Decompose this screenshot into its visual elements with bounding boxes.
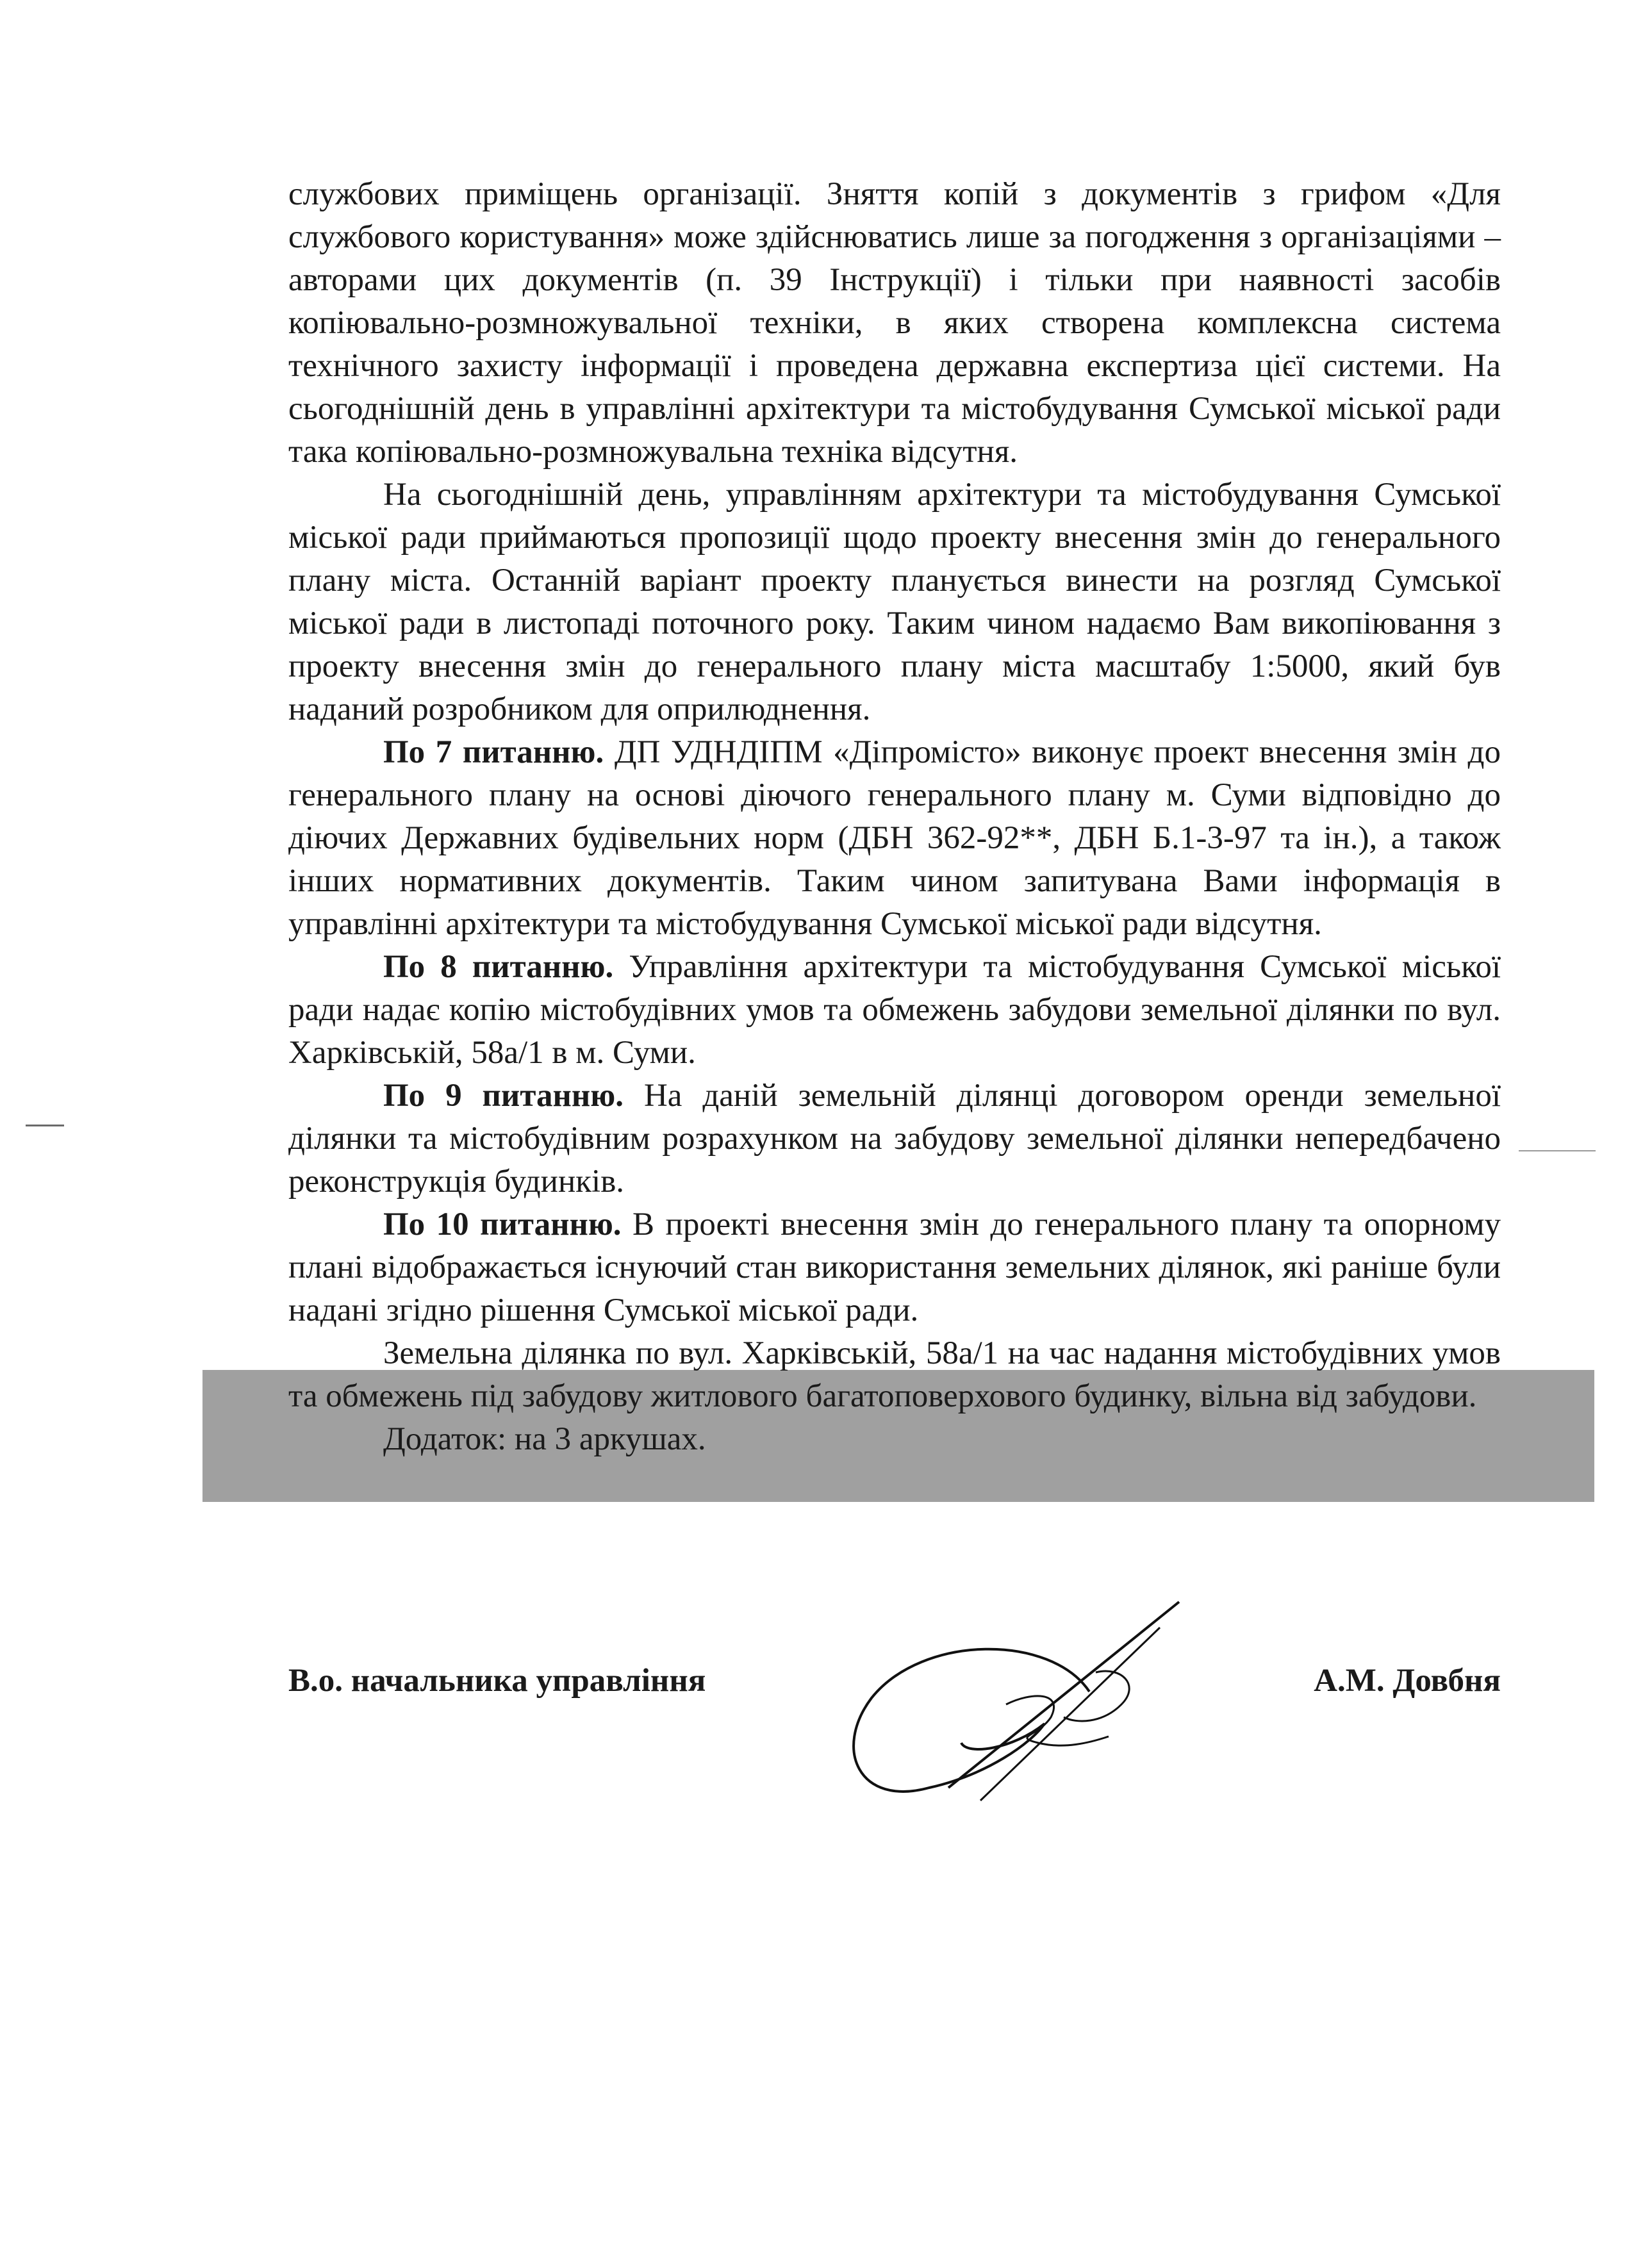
handwritten-signature bbox=[820, 1595, 1230, 1813]
paragraph-text: Управління архітектури та містобудування Сумської міської ради надає копію містобудівних умов та обмежень забудови земельної ділянки по вул. Харківській, 58а/1 в м. Суми. bbox=[288, 949, 1501, 1071]
paragraph-question-8 bbox=[288, 946, 1501, 1075]
signatory-title: В.о. начальника управління bbox=[288, 1663, 706, 1699]
paragraph-text: На сьогоднішній день, управлінням архітектури та містобудування Сумської міської ради приймаються пропозиції щодо проекту внесення змін до генерального плану міста. Останній варіант проекту планується винести на розгляд Сумської міської ради в листопаді поточного року. Таким чином надаємо Вам викопіювання з проекту внесення змін до генерального плану міста масштабу 1:5000, який був наданий розробником для оприлюднення. bbox=[288, 477, 1501, 727]
paragraph-continuation bbox=[288, 173, 1501, 474]
paragraph-text: На даній земельній ділянці договором оренди земельної ділянки та містобудівним розрахунком на забудову земельної ділянки непередбачено реконструкція будинків. bbox=[288, 1078, 1501, 1199]
signatory-name: А.М. Довбня bbox=[1314, 1663, 1501, 1699]
paragraph-question-7 bbox=[288, 731, 1501, 946]
paragraph-lead: По 9 питанню. bbox=[383, 1078, 624, 1114]
paragraph-question-10 bbox=[288, 1203, 1501, 1332]
paragraph-general-plan bbox=[288, 474, 1501, 731]
paragraph-lead: По 10 питанню. bbox=[383, 1207, 622, 1242]
scan-artifact bbox=[1519, 1150, 1596, 1151]
paragraph-text: Додаток: на 3 аркушах. bbox=[383, 1421, 706, 1457]
paragraph-text: службових приміщень організації. Зняття копій з документів з грифом «Для службового користування» може здійснюватись лише за погодження з організаціями – авторами цих документів (п. 39 Інструкції) і тільки при наявності засобів копіювально-розмножувальної техніки, в яких створена комплексна система технічного захисту інформації і проведена державна експертиза цієї системи. На сьогоднішній день в управлінні архітектури та містобудування Сумської міської ради така копіювально-розмножувальна техніка відсутня. bbox=[288, 176, 1501, 470]
scan-artifact bbox=[26, 1125, 64, 1126]
paragraph-land-plot bbox=[288, 1332, 1501, 1418]
paragraph-text: В проекті внесення змін до генерального плану та опорному плані відображається існуючий стан використання земельних ділянок, які раніше були надані згідно рішення Сумської міської ради. bbox=[288, 1207, 1501, 1328]
paragraph-attachment bbox=[288, 1418, 1501, 1461]
paragraph-question-9 bbox=[288, 1075, 1501, 1203]
paragraph-lead: По 8 питанню. bbox=[383, 949, 614, 985]
paragraph-text: Земельна ділянка по вул. Харківській, 58а/1 на час надання містобудівних умов та обмежень під забудову житлового багатоповерхового будинку, вільна від забудови. bbox=[288, 1335, 1501, 1414]
paragraph-lead: По 7 питанню. bbox=[383, 734, 604, 770]
letter-body bbox=[288, 173, 1501, 1461]
paragraph-text: ДП УДНДІПМ «Діпромісто» виконує проект внесення змін до генерального плану на основі діючого генерального плану м. Суми відповідно до діючих Державних будівельних норм (ДБН 362-92**, ДБН Б.1-3-97 та ін.), а також інших нормативних документів. Таким чином запитувана Вами інформація в управлінні архітектури та містобудування Сумської міської ради відсутня. bbox=[288, 734, 1501, 942]
